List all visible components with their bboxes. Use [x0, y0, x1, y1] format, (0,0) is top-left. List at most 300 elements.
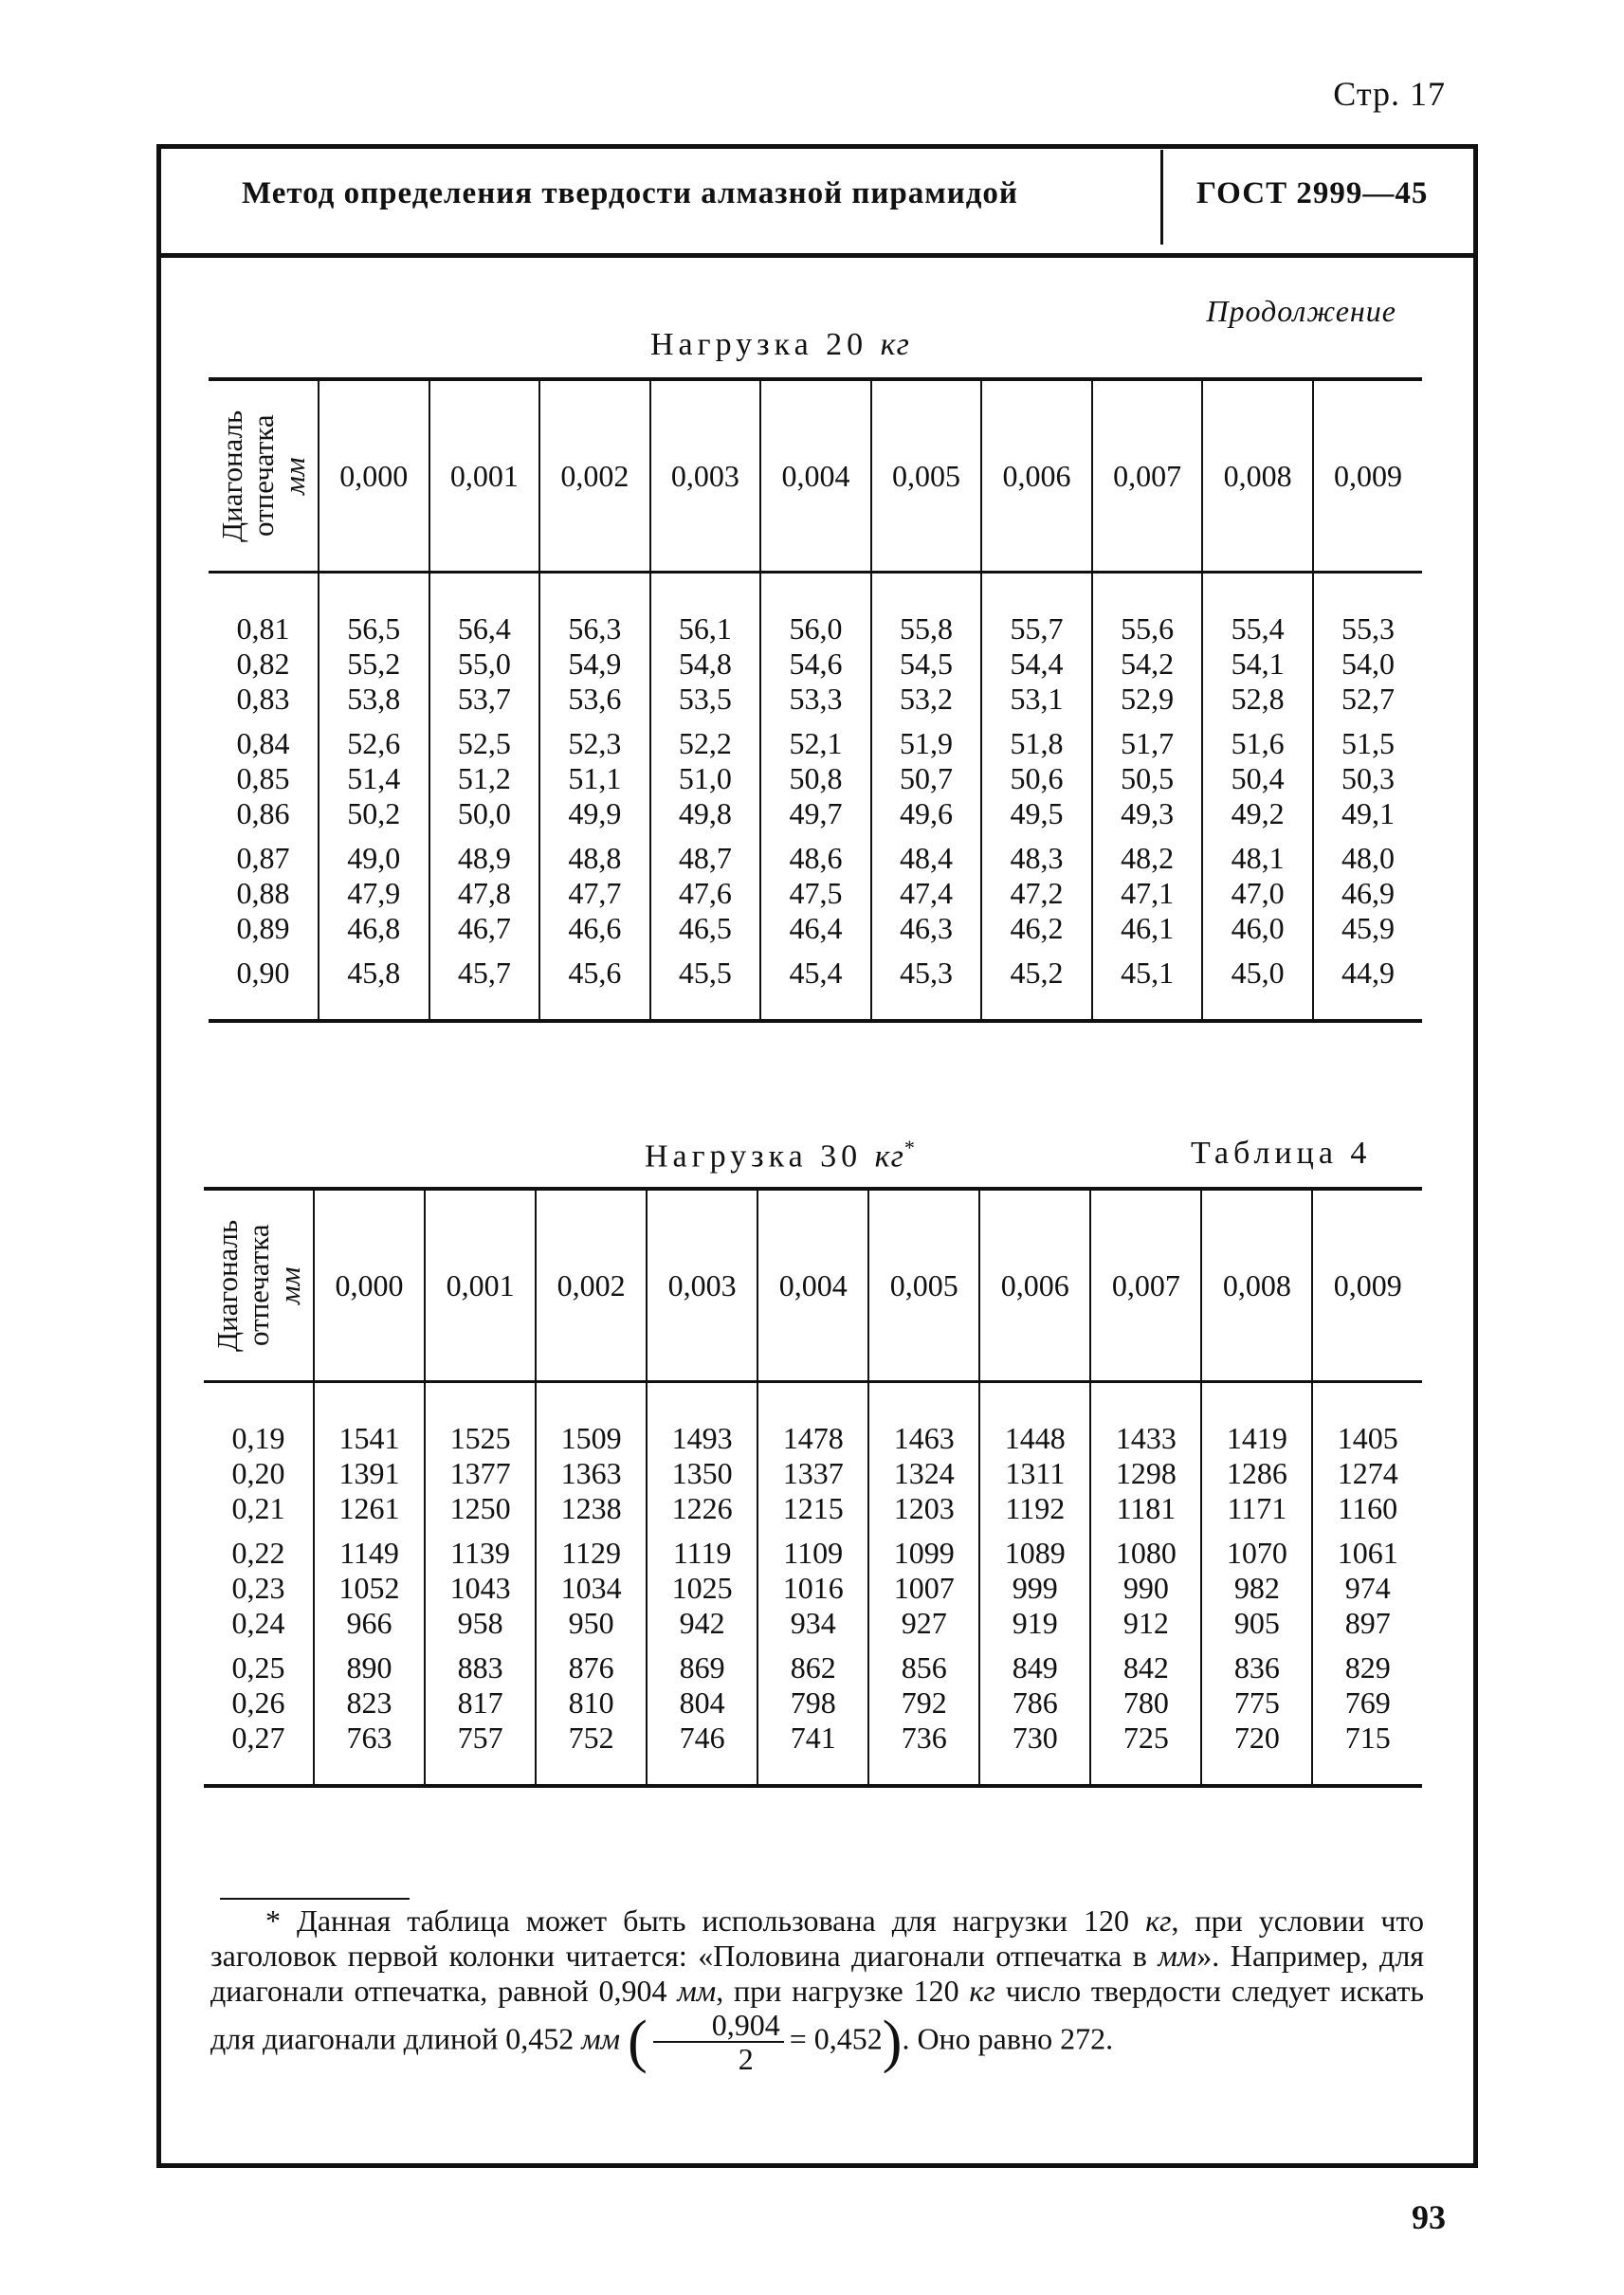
diagonal-cell [209, 720, 319, 835]
hardness-cell [868, 1382, 979, 1531]
hardness-value: 49,7 [789, 796, 843, 830]
hardness-value: 1433 [1115, 1421, 1177, 1455]
hardness-value: 49,3 [1121, 796, 1175, 830]
hardness-cell [1090, 1530, 1201, 1645]
hardness-value: 47,4 [900, 876, 953, 910]
hardness-value: 45,6 [568, 956, 622, 990]
hardness-value: 53,2 [900, 682, 953, 716]
hardness-cell [1090, 1382, 1201, 1531]
table-row-group [204, 1382, 1422, 1531]
hardness-value: 890 [346, 1650, 392, 1685]
frame-bottom-rule [156, 2163, 1478, 2168]
diagonal-value: 0,21 [231, 1491, 285, 1525]
hardness-value: 1286 [1226, 1456, 1287, 1490]
hardness-cell [871, 720, 982, 835]
hardness-cell [650, 950, 761, 1021]
hardness-cell [979, 1645, 1090, 1786]
hardness-value: 862 [790, 1650, 836, 1685]
hardness-value: 54,4 [1010, 647, 1064, 681]
hardness-value: 1448 [1004, 1421, 1066, 1455]
footnote-fraction [653, 2009, 784, 2075]
diagonal-value: 0,26 [231, 1685, 285, 1720]
page-number: 93 [1412, 2198, 1446, 2236]
hardness-cell [650, 720, 761, 835]
hardness-cell [647, 1645, 757, 1786]
hardness-value: 966 [346, 1606, 392, 1640]
hardness-value: 53,5 [678, 682, 732, 716]
hardness-value: 52,2 [678, 726, 732, 760]
hardness-value: 1250 [449, 1491, 511, 1525]
column-header: 0,004 [760, 379, 871, 573]
hardness-value: 1061 [1337, 1536, 1398, 1570]
hardness-value: 1478 [782, 1421, 844, 1455]
hardness-value: 1274 [1337, 1456, 1398, 1490]
hardness-cell [539, 835, 650, 950]
hardness-value: 51,5 [1341, 726, 1395, 760]
hardness-value: 53,7 [457, 682, 511, 716]
hardness-value: 730 [1012, 1721, 1058, 1755]
hardness-value: 1099 [893, 1536, 955, 1570]
hardness-cell [429, 835, 540, 950]
hardness-value: 950 [568, 1606, 614, 1640]
hardness-value: 1089 [1004, 1536, 1066, 1570]
hardness-value: 55,3 [1341, 611, 1395, 646]
hardness-value: 53,6 [568, 682, 622, 716]
table-row-group [204, 1530, 1422, 1645]
hardness-value: 48,2 [1121, 841, 1175, 875]
hardness-value: 1160 [1338, 1491, 1398, 1525]
hardness-value: 897 [1344, 1606, 1391, 1640]
hardness-value: 45,8 [347, 956, 401, 990]
hardness-value: 720 [1233, 1721, 1280, 1755]
footnote-unit-mm: мм [1158, 1939, 1197, 1973]
hardness-value: 48,4 [900, 841, 953, 875]
hardness-value: 736 [901, 1721, 947, 1755]
hardness-value: 1405 [1337, 1421, 1398, 1455]
hardness-value: 47,2 [1010, 876, 1064, 910]
hardness-value: 1298 [1115, 1456, 1177, 1490]
row-header-label: Диагональ отпечатка [215, 410, 280, 542]
hardness-value: 54,8 [678, 647, 732, 681]
hardness-value: 817 [457, 1685, 503, 1720]
hardness-value: 48,1 [1231, 841, 1285, 875]
hardness-cell [757, 1530, 868, 1645]
hardness-cell [1202, 950, 1313, 1021]
hardness-cell [319, 720, 429, 835]
hardness-cell [871, 835, 982, 950]
hardness-value: 54,9 [568, 647, 622, 681]
hardness-value: 55,0 [457, 647, 511, 681]
hardness-cell [314, 1645, 425, 1786]
hardness-value: 775 [1233, 1685, 1280, 1720]
hardness-cell [979, 1382, 1090, 1531]
footnote-unit-kg: кг [1145, 1903, 1172, 1938]
hardness-value: 48,6 [789, 841, 843, 875]
hardness-value: 55,7 [1010, 611, 1064, 646]
hardness-cell [429, 720, 540, 835]
hardness-value: 49,5 [1010, 796, 1064, 830]
hardness-value: 1025 [671, 1571, 733, 1605]
hardness-value: 1181 [1116, 1491, 1177, 1525]
row-header-cell [204, 1189, 314, 1382]
hardness-cell [319, 573, 429, 721]
hardness-value: 45,3 [900, 956, 953, 990]
hardness-value: 51,1 [568, 761, 622, 795]
table1-caption-value: 20 [826, 327, 868, 362]
hardness-cell [429, 950, 540, 1021]
column-header: 0,000 [314, 1189, 425, 1382]
hardness-value: 47,7 [568, 876, 622, 910]
hardness-value: 792 [901, 1685, 947, 1720]
hardness-value: 55,4 [1231, 611, 1285, 646]
hardness-value: 50,7 [900, 761, 953, 795]
hardness-cell [539, 573, 650, 721]
hardness-value: 798 [790, 1685, 836, 1720]
hardness-cell [319, 835, 429, 950]
row-header-unit: мм [278, 457, 311, 495]
diagonal-value: 0,27 [231, 1721, 285, 1755]
hardness-value: 942 [679, 1606, 725, 1640]
hardness-cell [314, 1382, 425, 1531]
column-header: 0,007 [1092, 379, 1203, 573]
hardness-value: 1203 [893, 1491, 955, 1525]
hardness-value: 46,4 [789, 911, 843, 945]
hardness-value: 51,9 [900, 726, 953, 760]
hardness-value: 50,0 [457, 796, 511, 830]
hardness-value: 55,8 [900, 611, 953, 646]
hardness-value: 912 [1122, 1606, 1169, 1640]
fraction-denominator: 2 [738, 2042, 754, 2076]
hardness-value: 51,0 [678, 761, 732, 795]
frame-right-rule [1473, 144, 1478, 2168]
hardness-value: 45,9 [1341, 911, 1395, 945]
column-header: 0,001 [429, 379, 540, 573]
hardness-value: 1463 [893, 1421, 955, 1455]
page-label: Стр. 17 [1333, 75, 1446, 113]
hardness-value: 48,0 [1341, 841, 1395, 875]
column-header: 0,003 [650, 379, 761, 573]
hardness-cell [319, 950, 429, 1021]
row-header-label: Диагональ отпечатка [210, 1219, 275, 1352]
hardness-cell [425, 1645, 536, 1786]
table-row-group [209, 950, 1422, 1021]
hardness-value: 52,1 [789, 726, 843, 760]
footnote [210, 1903, 1424, 2075]
hardness-value: 1238 [560, 1491, 622, 1525]
diagonal-cell [204, 1382, 314, 1531]
hardness-value: 934 [790, 1606, 836, 1640]
diagonal-value: 0,82 [236, 647, 290, 681]
diagonal-value: 0,22 [231, 1536, 285, 1570]
table1-caption-unit: кг [880, 327, 910, 362]
column-header: 0,002 [539, 379, 650, 573]
hardness-value: 46,8 [347, 911, 401, 945]
hardness-value: 780 [1122, 1685, 1169, 1720]
hardness-cell [981, 573, 1092, 721]
hardness-cell [757, 1645, 868, 1786]
column-header: 0,002 [536, 1189, 647, 1382]
column-header: 0,001 [425, 1189, 536, 1382]
hardness-value: 883 [457, 1650, 503, 1685]
diagonal-value: 0,84 [236, 726, 290, 760]
hardness-value: 1493 [671, 1421, 733, 1455]
table1-caption [650, 327, 910, 363]
hardness-value: 49,8 [678, 796, 732, 830]
table-row-group [209, 573, 1422, 721]
hardness-value: 54,0 [1341, 647, 1395, 681]
column-header: 0,006 [981, 379, 1092, 573]
hardness-value: 47,6 [678, 876, 732, 910]
hardness-value: 50,8 [789, 761, 843, 795]
hardness-cell [429, 573, 540, 721]
hardness-value: 1016 [782, 1571, 844, 1605]
diagonal-cell [204, 1530, 314, 1645]
hardness-cell [536, 1530, 647, 1645]
hardness-cell [539, 720, 650, 835]
hardness-value: 45,5 [678, 956, 732, 990]
hardness-value: 44,9 [1341, 956, 1395, 990]
hardness-cell [1202, 573, 1313, 721]
hardness-value: 1377 [449, 1456, 511, 1490]
hardness-cell [981, 835, 1092, 950]
hardness-value: 746 [679, 1721, 725, 1755]
hardness-cell [981, 720, 1092, 835]
hardness-cell [760, 720, 871, 835]
hardness-value: 1119 [672, 1536, 732, 1570]
hardness-value: 56,1 [678, 611, 732, 646]
hardness-value: 1541 [338, 1421, 400, 1455]
diagonal-value: 0,25 [231, 1650, 285, 1685]
hardness-value: 823 [346, 1685, 392, 1720]
hardness-value: 1509 [560, 1421, 622, 1455]
hardness-value: 56,3 [568, 611, 622, 646]
hardness-cell [1312, 1645, 1422, 1786]
paren-close: ) [882, 2010, 903, 2074]
hardness-value: 52,8 [1231, 682, 1285, 716]
hardness-value: 47,8 [457, 876, 511, 910]
diagonal-cell [209, 950, 319, 1021]
column-header: 0,008 [1201, 1189, 1312, 1382]
hardness-value: 49,9 [568, 796, 622, 830]
column-header: 0,004 [757, 1189, 868, 1382]
hardness-value: 45,4 [789, 956, 843, 990]
hardness-value: 804 [679, 1685, 725, 1720]
hardness-value: 836 [1233, 1650, 1280, 1685]
hardness-cell [536, 1645, 647, 1786]
hardness-value: 46,6 [568, 911, 622, 945]
diagonal-value: 0,20 [231, 1456, 285, 1490]
hardness-value: 49,0 [347, 841, 401, 875]
hardness-value: 51,2 [457, 761, 511, 795]
diagonal-cell [209, 835, 319, 950]
hardness-value: 48,9 [457, 841, 511, 875]
hardness-value: 1192 [1005, 1491, 1066, 1525]
hardness-cell [1090, 1645, 1201, 1786]
fraction-result: = 0,452 [789, 2021, 883, 2056]
hardness-value: 1525 [449, 1421, 511, 1455]
diagonal-value: 0,81 [236, 611, 290, 646]
hardness-value: 46,9 [1341, 876, 1395, 910]
hardness-value: 51,6 [1231, 726, 1285, 760]
hardness-cell [871, 950, 982, 1021]
hardness-value: 982 [1233, 1571, 1280, 1605]
hardness-value: 974 [1344, 1571, 1391, 1605]
header-title: Метод определения твердости алмазной пирамидой [242, 176, 1018, 210]
hardness-cell [760, 835, 871, 950]
hardness-value: 51,7 [1121, 726, 1175, 760]
header-separator [1160, 150, 1163, 245]
hardness-value: 51,8 [1010, 726, 1064, 760]
column-header: 0,005 [871, 379, 982, 573]
hardness-table-20kg [209, 377, 1422, 1023]
hardness-value: 927 [901, 1606, 947, 1640]
hardness-value: 786 [1012, 1685, 1058, 1720]
hardness-value: 1215 [782, 1491, 844, 1525]
hardness-value: 50,3 [1341, 761, 1395, 795]
hardness-cell [1202, 835, 1313, 950]
continuation-label: Продолжение [1206, 294, 1396, 328]
hardness-value: 849 [1012, 1650, 1058, 1685]
hardness-cell [1092, 720, 1203, 835]
footnote-rule [220, 1898, 410, 1900]
diagonal-cell [204, 1645, 314, 1786]
hardness-table-30kg [204, 1187, 1422, 1788]
hardness-value: 999 [1012, 1571, 1058, 1605]
footnote-text-3: ». Например, для диагонали отпечатка, равной 0,904 [210, 1939, 1424, 2008]
row-header-cell [209, 379, 319, 573]
hardness-value: 715 [1344, 1721, 1391, 1755]
diagonal-value: 0,87 [236, 841, 290, 875]
hardness-value: 990 [1122, 1571, 1169, 1605]
column-header: 0,006 [979, 1189, 1090, 1382]
hardness-value: 1261 [338, 1491, 400, 1525]
hardness-value: 919 [1012, 1606, 1058, 1640]
hardness-value: 45,1 [1121, 956, 1175, 990]
hardness-value: 876 [568, 1650, 614, 1685]
hardness-cell [1312, 1530, 1422, 1645]
hardness-value: 56,5 [347, 611, 401, 646]
hardness-value: 55,6 [1121, 611, 1175, 646]
hardness-value: 1080 [1115, 1536, 1177, 1570]
hardness-cell [757, 1382, 868, 1531]
hardness-cell [1312, 1382, 1422, 1531]
hardness-cell [760, 950, 871, 1021]
hardness-value: 769 [1344, 1685, 1391, 1720]
hardness-cell [981, 950, 1092, 1021]
hardness-value: 48,3 [1010, 841, 1064, 875]
hardness-cell [314, 1530, 425, 1645]
hardness-value: 829 [1344, 1650, 1391, 1685]
footnote-text-6: . Оно равно 272. [902, 2021, 1114, 2056]
hardness-cell [1313, 720, 1422, 835]
hardness-value: 52,5 [457, 726, 511, 760]
hardness-value: 53,3 [789, 682, 843, 716]
hardness-value: 1139 [450, 1536, 510, 1570]
footnote-unit-mm-3: мм [581, 2021, 621, 2056]
hardness-value: 810 [568, 1685, 614, 1720]
diagonal-cell [209, 573, 319, 721]
footnote-unit-kg-2: кг [969, 1974, 995, 2008]
hardness-value: 49,2 [1231, 796, 1285, 830]
hardness-cell [1092, 573, 1203, 721]
footnote-unit-mm-2: мм [677, 1974, 717, 2008]
table2-caption-unit: кг [874, 1138, 904, 1175]
hardness-value: 52,6 [347, 726, 401, 760]
hardness-value: 1363 [560, 1456, 622, 1490]
table-row-group [204, 1645, 1422, 1786]
header-gost: ГОСТ 2999—45 [1196, 176, 1429, 210]
hardness-value: 46,5 [678, 911, 732, 945]
hardness-cell [650, 573, 761, 721]
diagonal-value: 0,23 [231, 1571, 285, 1605]
hardness-value: 1419 [1226, 1421, 1287, 1455]
hardness-value: 1007 [893, 1571, 955, 1605]
footnote-text-5: число твердости следует искать для диагонали длиной 0,452 [210, 1974, 1425, 2056]
hardness-value: 1070 [1226, 1536, 1287, 1570]
hardness-cell [1313, 835, 1422, 950]
hardness-value: 46,3 [900, 911, 953, 945]
hardness-value: 54,6 [789, 647, 843, 681]
hardness-value: 50,2 [347, 796, 401, 830]
hardness-value: 842 [1122, 1650, 1169, 1685]
hardness-value: 725 [1122, 1721, 1169, 1755]
diagonal-value: 0,86 [236, 796, 290, 830]
hardness-value: 1311 [1005, 1456, 1066, 1490]
hardness-cell [650, 835, 761, 950]
hardness-cell [1092, 950, 1203, 1021]
table2-caption-value: 30 [820, 1138, 863, 1175]
hardness-cell [1202, 720, 1313, 835]
hardness-value: 47,1 [1121, 876, 1175, 910]
hardness-value: 54,2 [1121, 647, 1175, 681]
column-header: 0,009 [1312, 1189, 1422, 1382]
footnote-text-2: , при условии что заголовок первой колонки читается: «Половина диагонали отпечатка в [210, 1903, 1425, 1973]
column-header: 0,003 [647, 1189, 757, 1382]
hardness-value: 50,5 [1121, 761, 1175, 795]
hardness-cell [539, 950, 650, 1021]
table2-caption-word: Нагрузка [645, 1138, 808, 1175]
paren-open: ( [628, 2010, 648, 2074]
hardness-value: 46,7 [457, 911, 511, 945]
hardness-value: 1149 [339, 1536, 399, 1570]
hardness-value: 53,8 [347, 682, 401, 716]
hardness-value: 50,4 [1231, 761, 1285, 795]
hardness-value: 752 [568, 1721, 614, 1755]
diagonal-value: 0,90 [236, 956, 290, 990]
hardness-value: 56,4 [457, 611, 511, 646]
hardness-value: 1391 [338, 1456, 400, 1490]
hardness-cell [979, 1530, 1090, 1645]
footnote-text-4: , при нагрузке 120 [716, 1974, 970, 2008]
hardness-cell [1201, 1645, 1312, 1786]
hardness-value: 1043 [449, 1571, 511, 1605]
table2-label: Таблица 4 [1191, 1136, 1372, 1171]
hardness-value: 47,9 [347, 876, 401, 910]
table1-caption-word: Нагрузка [650, 327, 813, 362]
hardness-value: 1226 [671, 1491, 733, 1525]
hardness-value: 48,7 [678, 841, 732, 875]
hardness-cell [647, 1530, 757, 1645]
hardness-value: 51,4 [347, 761, 401, 795]
hardness-value: 1109 [783, 1536, 844, 1570]
hardness-value: 45,0 [1231, 956, 1285, 990]
hardness-value: 45,2 [1010, 956, 1064, 990]
hardness-value: 49,1 [1341, 796, 1395, 830]
hardness-value: 1034 [560, 1571, 622, 1605]
hardness-cell [1201, 1382, 1312, 1531]
hardness-value: 1337 [782, 1456, 844, 1490]
hardness-value: 52,9 [1121, 682, 1175, 716]
